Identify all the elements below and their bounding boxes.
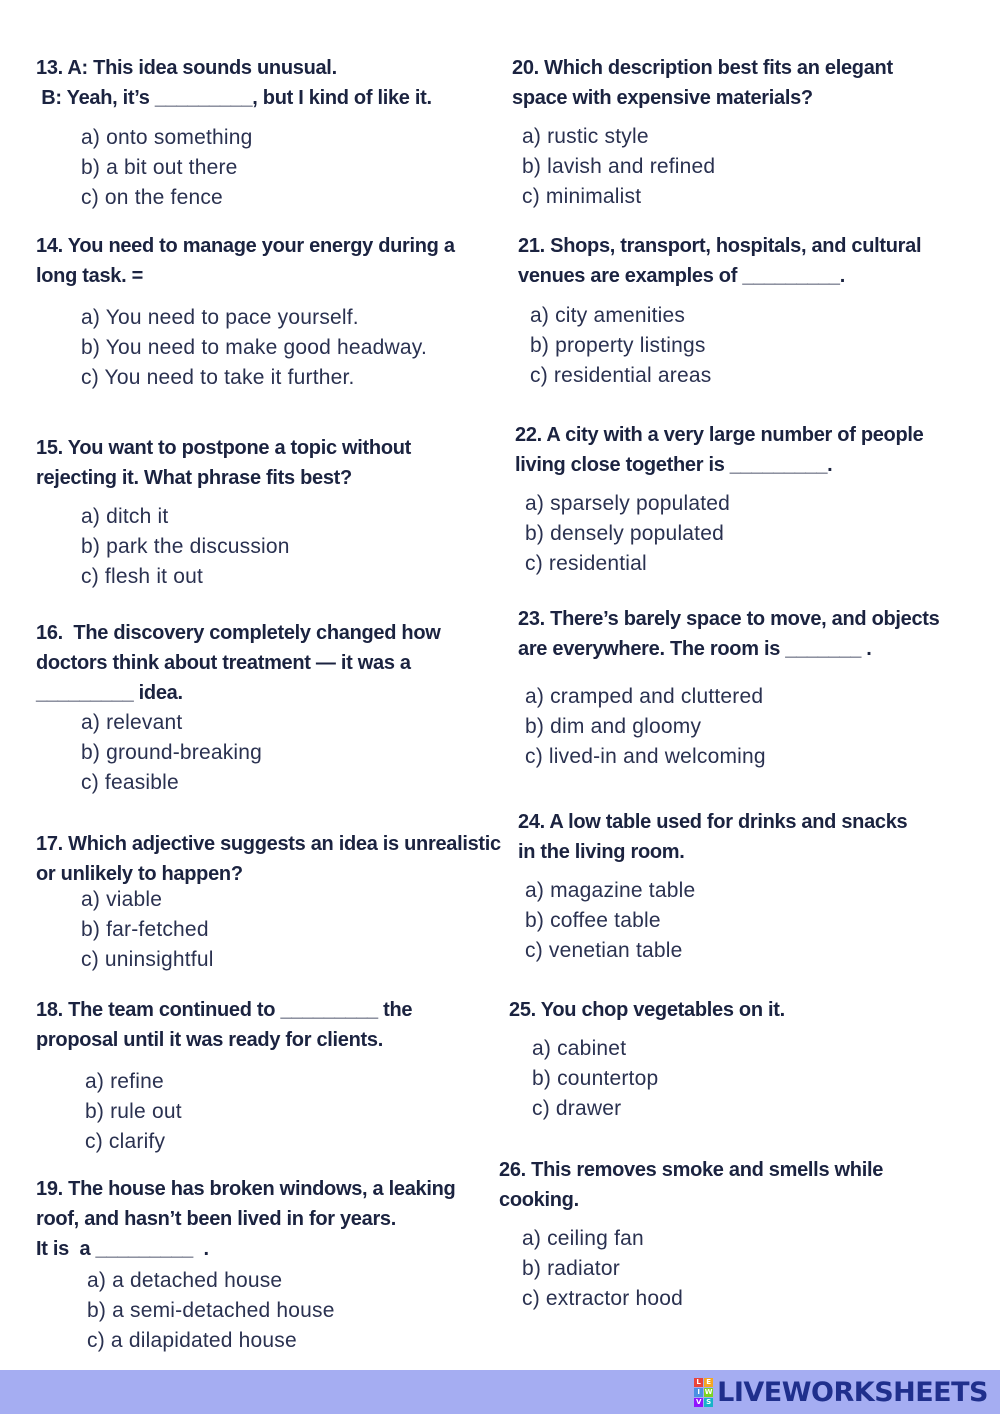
- option-a[interactable]: a) cramped and cluttered: [525, 685, 764, 708]
- option-c[interactable]: c) uninsightful: [81, 948, 214, 971]
- question-text: 25. You chop vegetables on it.: [509, 999, 785, 1021]
- question-text: 13. A: This idea sounds unusual. B: Yeah, it’s _________, but I kind of like it.: [36, 57, 432, 109]
- option-list: [522, 122, 893, 212]
- option-list: [87, 1266, 455, 1356]
- option-c[interactable]: c) feasible: [81, 771, 179, 794]
- option-a[interactable]: a) onto something: [81, 126, 253, 149]
- question-14: [36, 231, 455, 393]
- question-text: 23. There’s barely space to move, and objects are everywhere. The room is _______ .: [518, 608, 940, 660]
- option-list: [81, 123, 432, 213]
- question-13: [36, 53, 432, 213]
- option-b[interactable]: b) radiator: [522, 1257, 620, 1280]
- question-text: 18. The team continued to _________ the proposal until it was ready for clients.: [36, 999, 413, 1051]
- option-b[interactable]: b) densely populated: [525, 522, 724, 545]
- liveworksheets-logo-icon: L E I W V S: [695, 1377, 713, 1406]
- option-c[interactable]: c) clarify: [85, 1130, 166, 1153]
- option-b[interactable]: b) dim and gloomy: [525, 715, 702, 738]
- option-b[interactable]: b) coffee table: [525, 909, 661, 932]
- option-a[interactable]: a) magazine table: [525, 879, 696, 902]
- question-text: 15. You want to postpone a topic without rejecting it. What phrase fits best?: [36, 437, 412, 489]
- option-b[interactable]: b) ground-breaking: [81, 741, 263, 764]
- liveworksheets-logo[interactable]: [694, 1376, 988, 1408]
- option-c[interactable]: c) drawer: [532, 1097, 622, 1120]
- question-25: [509, 995, 785, 1124]
- option-a[interactable]: a) sparsely populated: [525, 492, 730, 515]
- question-19: [36, 1174, 455, 1356]
- option-c[interactable]: c) minimalist: [522, 185, 642, 208]
- option-list: [81, 885, 501, 975]
- option-list: [532, 1034, 785, 1124]
- question-22: [515, 420, 923, 579]
- question-text: 22. A city with a very large number of people living close together is _________.: [515, 424, 924, 476]
- option-c[interactable]: c) flesh it out: [81, 565, 204, 588]
- question-text: 21. Shops, transport, hospitals, and cultural venues are examples of _________.: [518, 235, 922, 287]
- option-list: [530, 301, 921, 391]
- question-text: 26. This removes smoke and smells while cooking.: [499, 1159, 884, 1211]
- option-b[interactable]: b) park the discussion: [81, 535, 290, 558]
- option-a[interactable]: a) You need to pace yourself.: [81, 306, 359, 329]
- option-a[interactable]: a) city amenities: [530, 304, 686, 327]
- question-20: [512, 53, 893, 212]
- option-c[interactable]: c) lived-in and welcoming: [525, 745, 766, 768]
- question-text: 14. You need to manage your energy during a long task. =: [36, 235, 455, 287]
- option-c[interactable]: c) a dilapidated house: [87, 1329, 297, 1352]
- option-list: [525, 489, 923, 579]
- option-list: [525, 876, 907, 966]
- option-b[interactable]: b) far-fetched: [81, 918, 209, 941]
- question-16: [36, 618, 441, 798]
- question-26: [499, 1155, 883, 1314]
- question-text: 19. The house has broken windows, a leaking roof, and hasn’t been lived in for years. It is a _________ .: [36, 1178, 456, 1260]
- question-text: 24. A low table used for drinks and snacks in the living room.: [518, 811, 908, 863]
- option-a[interactable]: a) rustic style: [522, 125, 649, 148]
- option-c[interactable]: c) You need to take it further.: [81, 366, 355, 389]
- question-18: [36, 995, 412, 1157]
- option-c[interactable]: c) extractor hood: [522, 1287, 683, 1310]
- question-text: 16. The discovery completely changed how doctors think about treatment — it was a _________ idea.: [36, 622, 441, 704]
- option-c[interactable]: c) residential areas: [530, 364, 712, 387]
- option-b[interactable]: b) rule out: [85, 1100, 182, 1123]
- option-a[interactable]: a) refine: [85, 1070, 164, 1093]
- option-list: [81, 502, 411, 592]
- option-list: [525, 682, 940, 772]
- option-a[interactable]: a) cabinet: [532, 1037, 627, 1060]
- question-text: 17. Which adjective suggests an idea is unrealistic or unlikely to happen?: [36, 833, 501, 885]
- option-c[interactable]: c) on the fence: [81, 186, 223, 209]
- option-a[interactable]: a) relevant: [81, 711, 183, 734]
- option-a[interactable]: a) ditch it: [81, 505, 169, 528]
- option-b[interactable]: b) You need to make good headway.: [81, 336, 427, 359]
- question-23: [518, 604, 940, 772]
- option-b[interactable]: b) a semi-detached house: [87, 1299, 335, 1322]
- option-a[interactable]: a) viable: [81, 888, 163, 911]
- option-b[interactable]: b) countertop: [532, 1067, 659, 1090]
- option-c[interactable]: c) residential: [525, 552, 647, 575]
- footer-bar: [0, 1370, 1000, 1414]
- question-text: 20. Which description best fits an elegant space with expensive materials?: [512, 57, 893, 109]
- question-15: [36, 433, 411, 592]
- option-b[interactable]: b) a bit out there: [81, 156, 238, 179]
- option-list: [85, 1067, 412, 1157]
- option-a[interactable]: a) a detached house: [87, 1269, 283, 1292]
- question-21: [518, 231, 921, 391]
- option-list: [81, 303, 455, 393]
- option-b[interactable]: b) property listings: [530, 334, 706, 357]
- brand-name: LIVEWORKSHEETS: [717, 1376, 988, 1408]
- option-b[interactable]: b) lavish and refined: [522, 155, 716, 178]
- option-list: [81, 708, 441, 798]
- question-17: [36, 829, 501, 975]
- option-a[interactable]: a) ceiling fan: [522, 1227, 644, 1250]
- option-c[interactable]: c) venetian table: [525, 939, 683, 962]
- question-24: [518, 807, 907, 966]
- option-list: [522, 1224, 883, 1314]
